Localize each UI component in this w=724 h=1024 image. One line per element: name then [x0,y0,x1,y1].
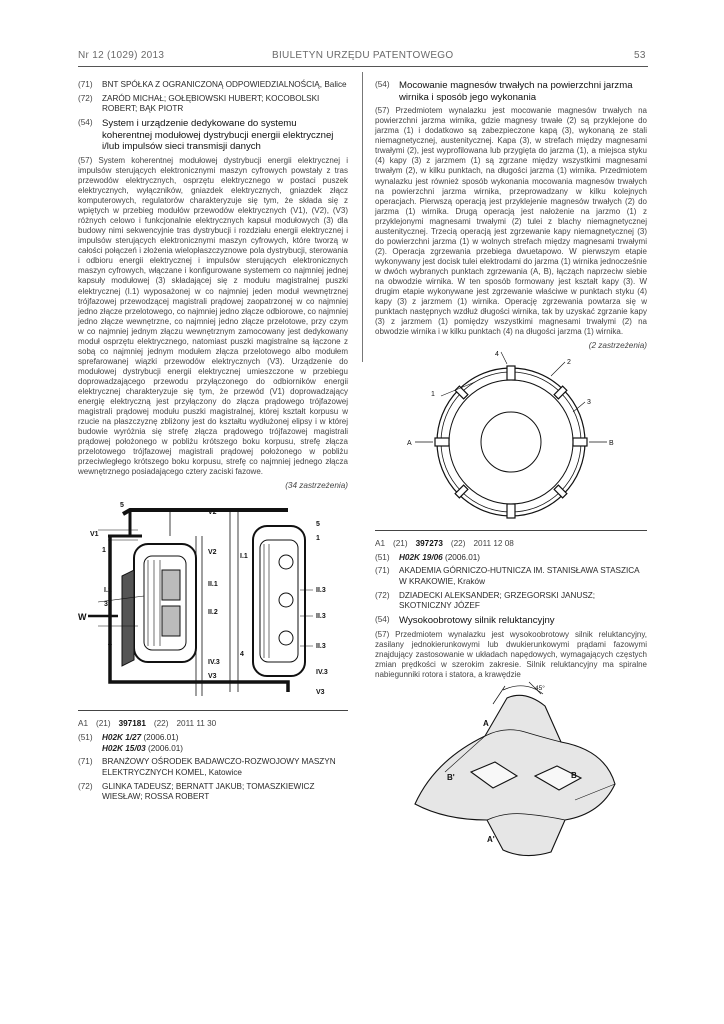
fig-label: 3 [587,398,591,406]
inventors-entry [375,591,647,612]
title-entry [78,118,348,153]
section-rule [78,710,348,711]
field-code: (54) [375,615,390,625]
fig-label: I.1 [240,553,248,561]
field-code: (22) [450,538,466,548]
application-number: 397273 [415,538,443,548]
claims-count: (2 zastrzeżenia) [588,341,647,351]
field-code: (72) [375,590,390,600]
rotor-section-figure [375,350,647,524]
ipc-entry [78,733,348,754]
field-code: (51) [375,552,390,562]
fig-label: W [78,612,87,623]
fig-label: II.3 [316,587,326,595]
fig-label: 4 [240,651,244,659]
filing-date: 2011 11 30 [176,719,217,729]
rotor-yoke-bore [481,412,541,472]
assignee-entry [78,80,348,91]
title-entry [375,615,647,627]
fig-label: 1 [431,390,435,398]
issue-number: Nr 12 (1029) 2013 [78,50,165,61]
patent-title: Mocowanie magnesów trwałych na powierzchni jarzma wirnika i sposób jego wykonania [399,80,633,103]
fig-label: IV.3 [316,669,328,677]
filing-date: 2011 12 08 [473,538,514,548]
field-code: (51) [78,732,93,742]
title-entry [375,80,647,103]
field-code: (71) [78,757,93,767]
field-code: (72) [78,781,93,791]
abstract [375,630,647,680]
page-number: 53 [634,50,646,61]
fig-label: 4 [108,641,112,649]
application-number: 397181 [118,719,146,729]
fig-label: V2 [208,509,217,517]
patent-title: Wysokoobrotowy silnik reluktancyjny [399,615,555,627]
inventors-entry [78,94,348,115]
field-code: (22) [153,719,169,729]
fig-label: I.1 [104,587,112,595]
fig-label: 2 [567,358,571,366]
assignee-text: AKADEMIA GÓRNICZO-HUTNICZA IM. STANISŁAWA STASZICA W KRAKOWIE, Kraków [399,566,640,587]
conductor-v2 [123,509,288,517]
fig-label: 45° [535,685,545,693]
reluctance-motor-figure [375,680,647,856]
claims-count: (34 zastrzeżenia) [285,481,348,491]
fig-label: 1 [316,535,320,543]
abstract-text: Przedmiotem wynalazku jest wysokoobrotowy silnik reluktancyjny, zasilany jednokierunkowymi lub dwukierunkowymi prądami fazowymi znajdujący zastosowanie w układach napędowych, wymagających częstych zmian prędkości w szerokim zakresie. Silnik reluktancyjny ma spiralne nabiegunniki rotora i statora, a krawędzie [375,629,647,679]
assignee-text: BRANŻOWY OŚRODEK BADAWCZO-ROZWOJOWY MASZYN ELEKTRYCZNYCH KOMEL, Katowice [102,757,336,777]
inventors-text: DZIADECKI ALEKSANDER; GRZEGORSKI JANUSZ; SKOTNICZNY JÓZEF [399,590,596,611]
ipc-version: (2006.01) [143,732,179,742]
publication-row [375,539,647,550]
assignee-entry [375,566,647,587]
fig-label: A' [487,835,495,845]
ipc-version: (2006.01) [444,552,481,562]
fig-label: II.3 [316,613,326,621]
abstract-text: Przedmiotem wynalazku jest mocowanie magnesów trwałych na powierzchni jarzma wirnika, gdzie magnesy trwałe (2) są przyklejone do jarzma (1) i dodatkowo są zabezpieczone kapą (3), wykonaną ze stali niemagnetycznej, austenitycznej. Kapa (3), w strefach między magnesami trwałymi (2), jest wyprofilowana lub przygięta do jarzma (1), a miejsca styku (4) kapy (3) z jarzmem (1) są zgrzane między wszystkimi magnesami trwałym (2), w kilku punktach, na długości jarzma (1) wirnika. Przedmiotem wynalazku jest również sposób wykonania mocowania magnesów trwałych na powierzchni jarzma wirnika, przeprowadzany w kilku kolejnych operacjach. Pierwszą operacją jest przyklejenie magnesów trwałych (2) do jarzma (1) wirnika. Drugą operacją jest nałożenie na jarzmo (1) z przyklejonymi magnesami trwałymi (2) tulei z blachy niemagnetycznej austenitycznej. Trzecią operacją jest zgrzewanie kapy niemagnetycznej (3) do powierzchni jarzma (1) w wolnych strefach między magnesami trwałymi (2). Operacja zgrzewania przebiega dwuetapowo. W pierwszym etapie wykonywany jest docisk tulei elektrodami do jarzma (1) wirnika jednocześnie w dwóch wybranych punktach zgrzewania (A, B), łącząch naprzeciw siebie na obwodzie wirnika. W ten sposób formowany jest kształt kapy (3). W drugim etapie wykonywane jest zgrzewanie właściwe w punktach styku (4) kapy (3) z jarzmem (1) wirnika. Operację zgrzewania powtarza się w punktach następnych wzdłuż długości wirnika, tak by uzyskać zgrzanie kapy (3) z jarzmem (1) pomiędzy wszystkimi magnesami trwałymi (2) na obwodzie wirnika i w kilku punktach (4) na długości jarzma (1) wirnika. [375,106,647,337]
fig-label: 5 [316,521,320,529]
fig-label: II.2 [208,609,218,617]
ipc-class: H02K 15/03 [102,743,146,753]
column-divider [362,72,363,362]
field-code: (71) [78,80,93,89]
fig-label: B [609,439,614,447]
section-rule [375,530,647,531]
fig-label: A [407,439,412,447]
field-code: (71) [375,566,390,576]
fig-label: V2 [208,549,217,557]
capsule-left [134,544,196,662]
fig-label: B' [447,773,455,783]
header-rule [78,66,648,67]
fig-label: 3 [104,601,108,609]
field-code: (57) [375,629,390,639]
field-code: (54) [78,118,93,128]
fig-label: B [571,771,577,781]
abstract [375,106,647,337]
ipc-class: H02K 19/06 [399,552,443,562]
field-code: (57) [78,155,93,165]
field-code: (21) [96,719,111,729]
pub-prefix: A1 [78,719,89,729]
assignee-text: BNT SPÓŁKA Z OGRANICZONĄ ODPOWIEDZIALNOŚCIĄ, Balice [102,80,347,89]
abstract-text: System koherentnej modułowej dystrybucji energii elektrycznej i impulsów sterujących elektronicznymi maszyn cyfrowych powstały z tras przewodów elektrycznych, osprzętu elektrycznego w postaci puszek elektrycznych, wyłączników, gniazdek elektrycznych, gniazdek złącz komputerowych, regulatorów charakteryzuje się tym, że składa się z wpiętych w przebieg modułów przewodów elektrycznych (V1), (V2), (V3) różnych celowo i funkcjonalnie elektrycznych kapsuł modułowych (3) dla budowy nimi sekwencyjnie tras dystrybucji i rozdziału energii elektrycznej i impulsów sterujących elektronicznymi maszyn cyfrowych, które tworzą w całości połączeń i złożenia wielopłaszczyznowe pola dystrybucji, sterowania i odbioru energii elektrycznej i impulsów sterujących elektronicznych maszyn cyfrowych, włączane i konfigurowane systemem co najmniej jednej kapsuły modułowej (3) składającej się z modułu magistralnej puszki elektrycznej (I.1) wyposażonej w co najmniej jeden moduł wewnętrznej trójfazowej przewodzącej magistrali prądowej zaopatrzonej w co najmniej jedno złącze przelotowego, co najmniej jedno złącze odbiorowe, co najmniej jedno złącze wewnętrzne, co najmniej jedno złącze przelotowe, przy czym w co najmniej jednym złączu wewnętrznym zamocowany jest dedykowany moduł osprzętu elektrycznego, natomiast puszki magistralne są łączone z sobą co najmniej jednym modułem złącza przelotowego albo modułem sprefarowanej wiązki przewodów elektrycznych (V3). Urządzenie do modułowej dystrybucji energii elektrycznej umieszczone w przebiegu doprowadzającego przewodu przyłączonego do odbiorników energii elektrycznej charakteryzuje się tym, że przewód (V1) doprowadzający energię elektryczną jest przyłączony do złącza prądowego trójfazowej magistrali prądowej modułu puszki magistralnej, której kształt korpusu w rzucie na płaszczyznę zbliżony jest do kształtu wydłużonej elipsy i w której budowie wyróżnia się strefę złącza prądowego trójfazowej magistrali prądowej położonego w pobliżu krótszego boku korpusu, strefę złącza przelotowego trójfazowej magistrali prądowej położonego w pobliżu przeciwległego krótszego boku korpusu, strefę co najmniej jednego złącza wewnętrznego posiadającego cztery zaciski fazowe. [78,155,348,477]
fig-label: A [483,719,489,729]
fig-label: 1 [102,547,106,555]
right-column [375,80,647,856]
ipc-version: (2006.01) [147,743,184,753]
fig-label: V3 [208,673,217,681]
inventors-entry [78,782,348,803]
patent-title: System i urządzenie dedykowane do systemu koherentnej modułowej dystrybucji energii elektrycznej i/lub impulsów sieci transmisji danych [102,118,334,153]
assignee-entry [78,757,348,778]
abstract [78,156,348,478]
journal-title: BIULETYN URZĘDU PATENTOWEGO [272,50,454,61]
field-code: (57) [375,106,390,116]
fig-label: 5 [120,502,124,510]
fig-label: II.1 [208,581,218,589]
left-column [78,80,348,806]
modular-distribution-figure [78,496,348,704]
fig-label: 4 [495,350,499,358]
pub-prefix: A1 [375,538,386,548]
publication-row [78,719,348,730]
ipc-class: H02K 1/27 [102,732,142,742]
fig-label: V3 [316,689,325,697]
field-code: (21) [393,538,408,548]
field-code: (72) [78,93,93,103]
inventors-text: GLINKA TADEUSZ; BERNATT JAKUB; TOMASZKIEWICZ WIESŁAW; ROSSA ROBERT [102,781,315,802]
field-code: (54) [375,80,390,89]
fig-label: IV.3 [208,659,220,667]
ipc-entry [375,553,647,564]
fig-label: II.3 [316,643,326,651]
inventors-text: ZARÓD MICHAŁ; GOŁĘBIOWSKI HUBERT; KOCOBOLSKI ROBERT; BĄK PIOTR [102,93,320,114]
fig-label: V1 [90,531,99,539]
